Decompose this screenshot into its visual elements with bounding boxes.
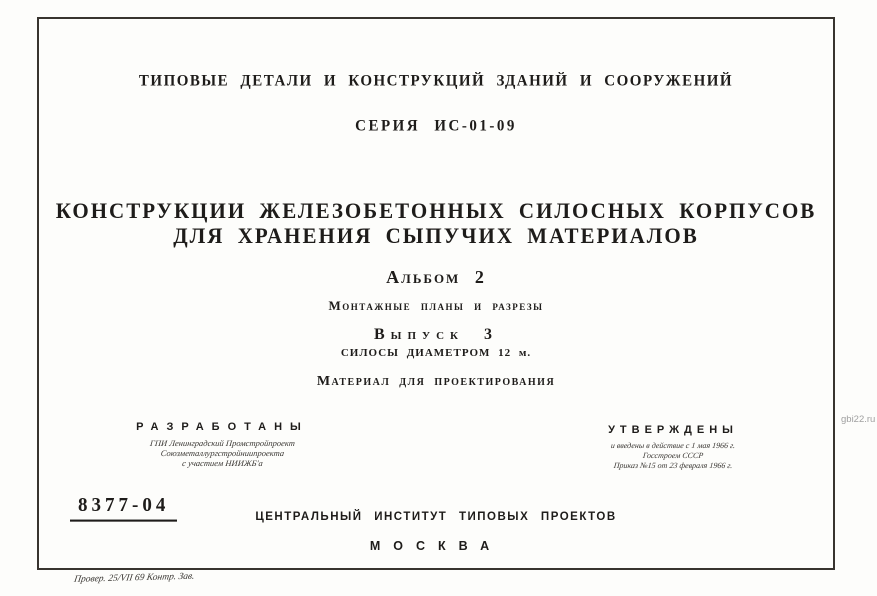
developed-by-line-3: с участием НИИЖБ'а <box>181 458 264 468</box>
developed-by-block <box>100 421 345 468</box>
main-title <box>37 198 835 248</box>
approved-by-line-2: Госстроем СССР <box>642 451 704 460</box>
approved-by-heading: УТВЕРЖДЕНЫ <box>608 424 738 436</box>
main-title-line-2: ДЛЯ ХРАНЕНИЯ СЫПУЧИХ МАТЕРИАЛОВ <box>173 223 699 249</box>
site-watermark: gbi22.ru <box>841 414 876 425</box>
developed-by-heading: РАЗРАБОТАНЫ <box>136 421 309 433</box>
document-number: 8377-04 <box>70 494 177 521</box>
album-subtitle: Монтажные планы и разрезы <box>328 298 544 313</box>
developed-by-line-1: ГПИ Ленинградский Промстройпроект <box>149 438 296 448</box>
issue-subtitle: СИЛОСЫ ДИАМЕТРОМ 12 м. <box>340 347 532 359</box>
main-title-line-1: КОНСТРУКЦИИ ЖЕЛЕЗОБЕТОННЫХ СИЛОСНЫХ КОРПУСОВ <box>55 197 817 223</box>
developed-by-line-2: Союзметаллургстройниипроекта <box>160 448 285 458</box>
publisher-city: МОСКВА <box>369 539 503 553</box>
approved-by-block <box>578 424 768 471</box>
material-purpose-line: Материал для проектирования <box>316 374 556 389</box>
document-border-frame <box>37 17 835 570</box>
publisher-name: ЦЕНТРАЛЬНЫЙ ИНСТИТУТ ТИПОВЫХ ПРОЕКТОВ <box>255 511 617 523</box>
approved-by-line-3: Приказ №15 от 23 февраля 1966 г. <box>613 461 733 470</box>
approved-by-line-1: и введены в действие с 1 мая 1966 г. <box>610 441 736 450</box>
series-number-line: СЕРИЯ ИС-01-09 <box>355 117 517 135</box>
album-number: Альбом 2 <box>386 267 486 287</box>
issue-number: Выпуск 3 <box>373 326 499 343</box>
handwritten-check-note: Провер. 25/VII 69 Контр. Зав. <box>73 571 196 585</box>
document-header-line: ТИПОВЫЕ ДЕТАЛИ И КОНСТРУКЦИЙ ЗДАНИЙ И СООРУЖЕНИЙ <box>138 72 734 90</box>
